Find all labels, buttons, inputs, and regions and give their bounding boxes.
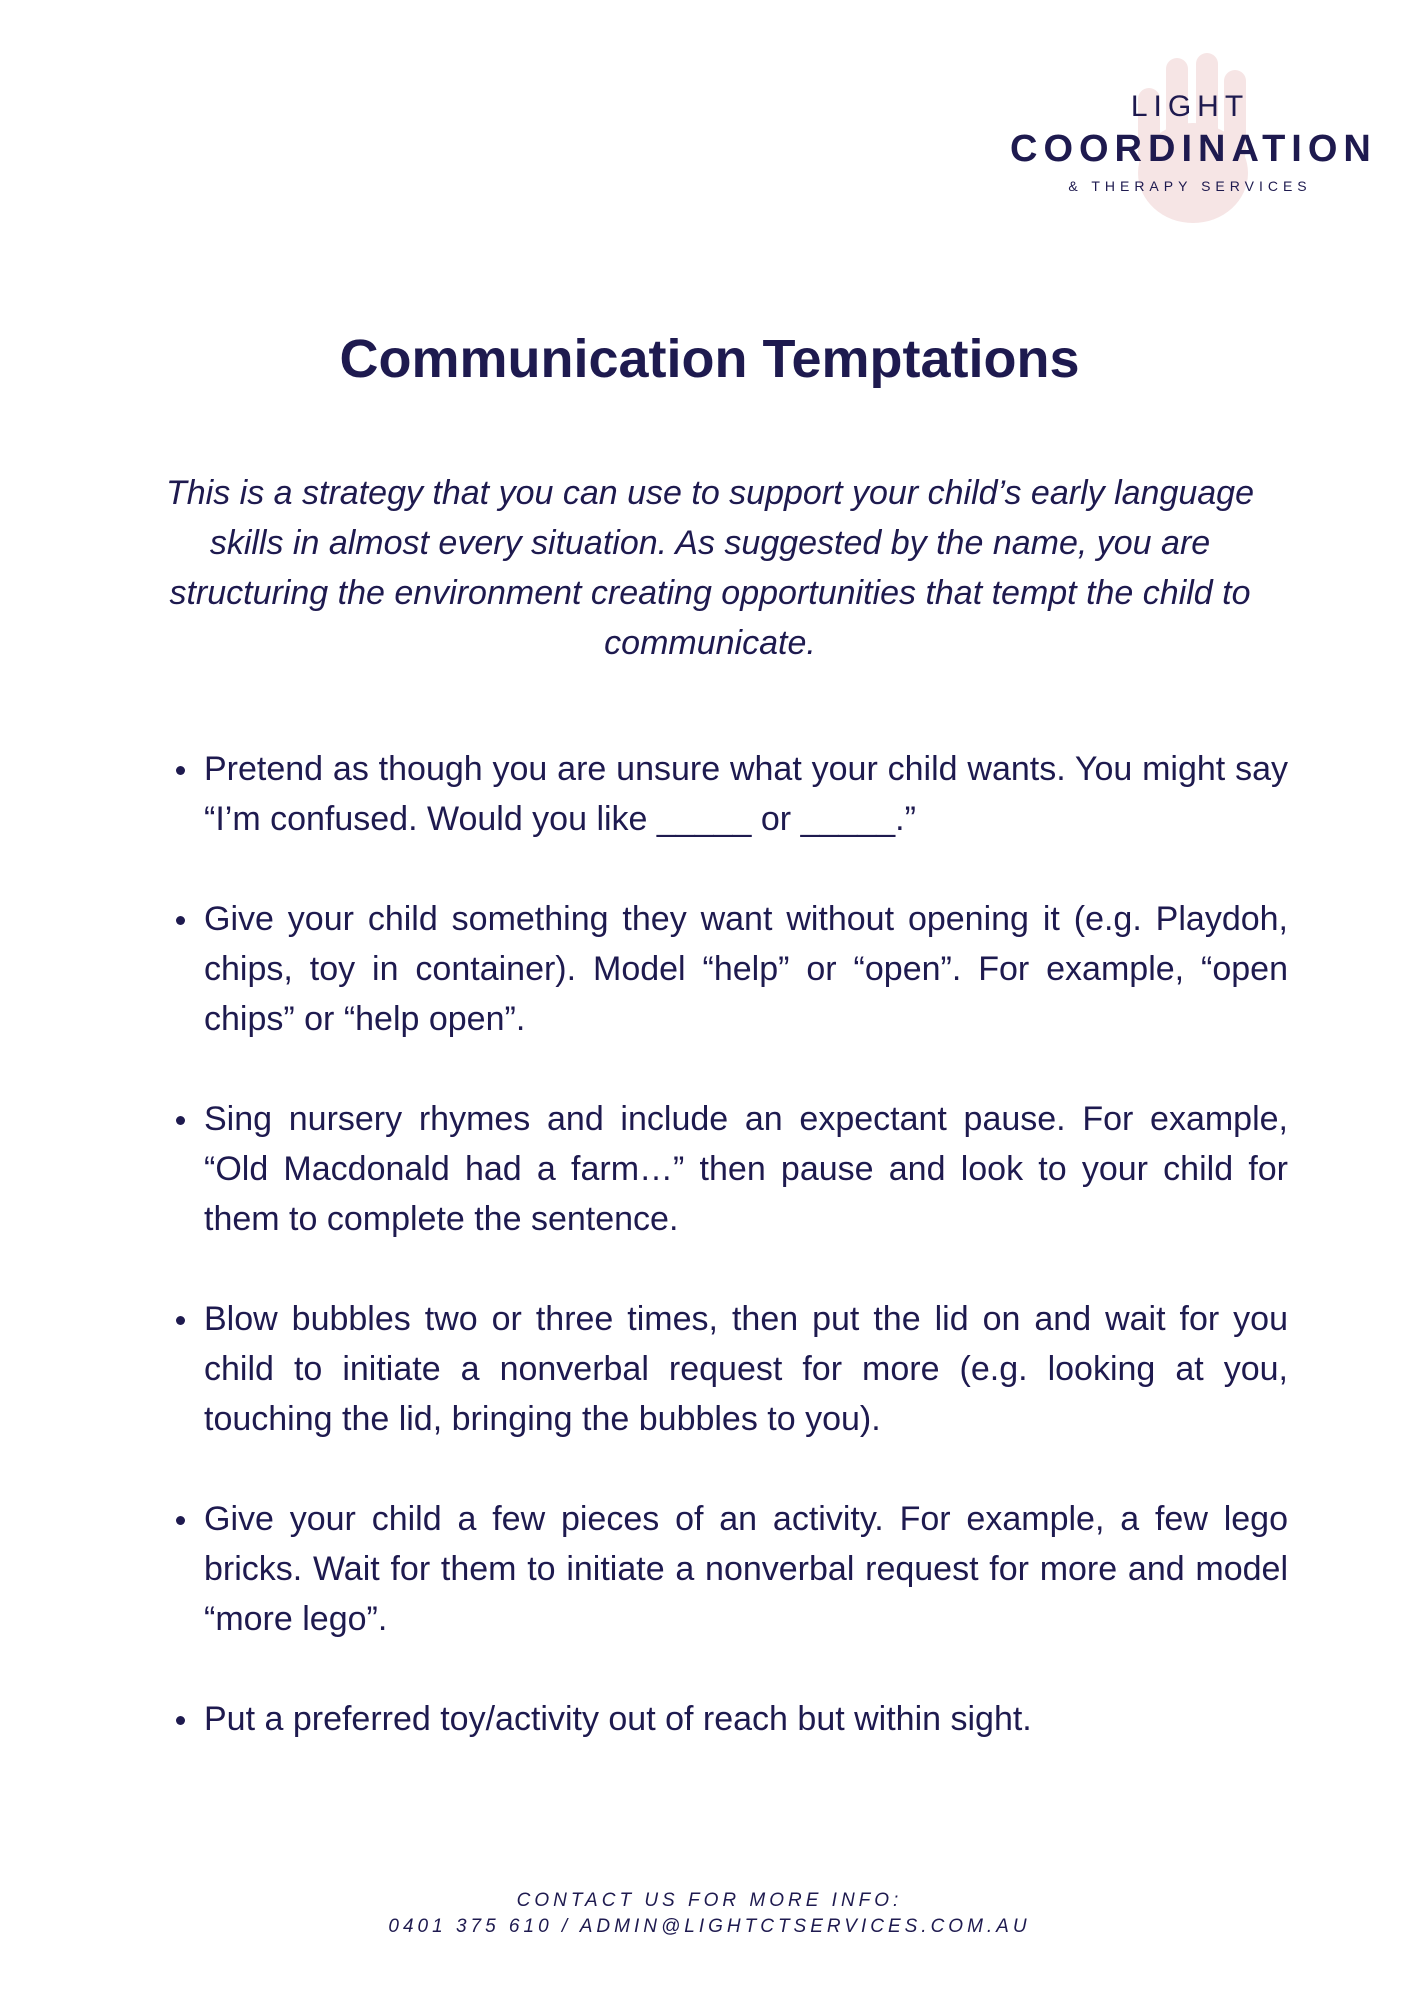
tip-item: Pretend as though you are unsure what your child wants. You might say “I’m confused. Would you like _____ or _____.” <box>204 744 1288 844</box>
tip-item: Give your child a few pieces of an activity. For example, a few lego bricks. Wait for them to initiate a nonverbal request for more and model “more lego”. <box>204 1494 1288 1644</box>
page-title: Communication Temptations <box>339 329 1080 389</box>
logo-text-light: LIGHT <box>1130 90 1250 123</box>
logo-text-coordination: COORDINATION <box>1010 128 1377 170</box>
tip-item: Give your child something they want without opening it (e.g. Playdoh, chips, toy in container). Model “help” or “open”. For example, “open chips” or “help open”. <box>204 894 1288 1044</box>
intro-paragraph: This is a strategy that you can use to support your child’s early language skills in almost every situation. As suggested by the name, you are structuring the environment creating opportunities that tempt the child to communicate. <box>166 474 1254 662</box>
company-logo <box>1010 48 1377 238</box>
tip-item: Put a preferred toy/activity out of reach but within sight. <box>204 1694 1288 1744</box>
tip-item: Sing nursery rhymes and include an expectant pause. For example, “Old Macdonald had a farm…” then pause and look to your child for them to complete the sentence. <box>204 1094 1288 1244</box>
footer-contact-details: 0401 375 610 / ADMIN@LIGHTCTSERVICES.COM.AU <box>388 1916 1031 1937</box>
footer-contact <box>0 1888 1419 1940</box>
tips-list <box>162 744 1288 1794</box>
tip-item: Blow bubbles two or three times, then put the lid on and wait for you child to initiate a nonverbal request for more (e.g. looking at you, touching the lid, bringing the bubbles to you). <box>204 1294 1288 1444</box>
footer-heading: CONTACT US FOR MORE INFO: <box>516 1890 903 1911</box>
logo-text-subtitle: & THERAPY SERVICES <box>1068 178 1312 194</box>
